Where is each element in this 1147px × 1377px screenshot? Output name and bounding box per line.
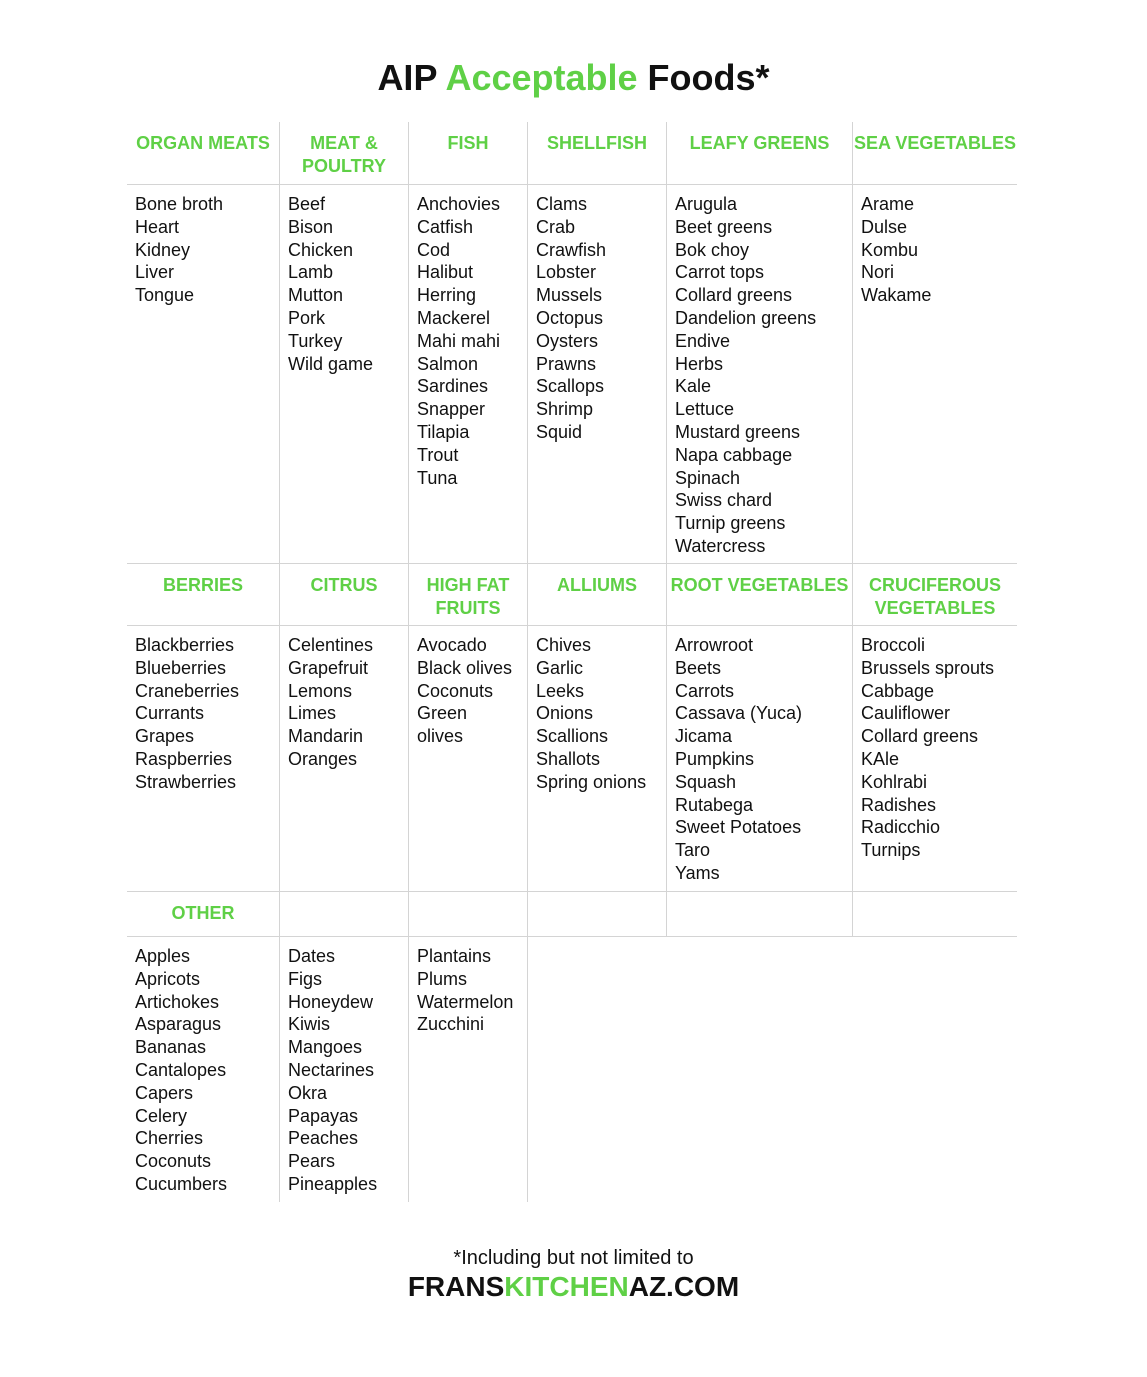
header-berries: BERRIES	[127, 564, 280, 625]
food-item: Mangoes	[288, 1037, 363, 1058]
food-item: Octopus	[536, 307, 604, 328]
section1-header-row	[127, 122, 1017, 185]
food-item: Beef	[288, 194, 326, 214]
site-part-kitchen: KITCHEN	[504, 1271, 629, 1302]
header-other: OTHER	[127, 892, 280, 936]
list-root-vegetables	[667, 626, 853, 891]
food-item: Apricots	[135, 968, 201, 989]
header-fish: FISH	[409, 122, 528, 184]
food-item: Mutton	[288, 285, 344, 306]
food-item: Leeks	[536, 680, 585, 701]
food-item: Halibut	[417, 262, 474, 283]
food-item: Rutabega	[675, 794, 754, 815]
list-fish	[409, 185, 528, 563]
food-item: Turkey	[288, 330, 343, 351]
food-item: Cucumbers	[135, 1173, 228, 1194]
food-item: Mackerel	[417, 307, 491, 328]
food-item: Bok choy	[675, 239, 750, 260]
food-item: Brussels sprouts	[861, 657, 995, 678]
food-item: Spinach	[675, 467, 741, 488]
food-item: Okra	[288, 1082, 328, 1103]
list-other-3	[409, 937, 528, 1202]
section3-header-row	[127, 892, 1017, 937]
food-item: Honeydew	[288, 991, 374, 1012]
food-item: KAle	[861, 748, 900, 769]
food-item: Beets	[675, 657, 722, 678]
food-item: Herring	[417, 285, 477, 306]
food-item: Watermelon	[417, 991, 514, 1012]
site-part-az: AZ.COM	[628, 1271, 740, 1302]
food-item: Heart	[135, 216, 180, 237]
food-item: Pork	[288, 307, 326, 328]
food-item: Tongue	[135, 285, 195, 306]
food-item: Papayas	[288, 1105, 359, 1126]
food-item: Radicchio	[861, 817, 941, 838]
header-empty	[853, 892, 1017, 936]
food-item: Oysters	[536, 330, 599, 351]
header-empty	[409, 892, 528, 936]
food-item: Avocado	[417, 635, 487, 655]
food-item: Taro	[675, 840, 711, 861]
food-item: Wakame	[861, 285, 932, 306]
food-item: Radishes	[861, 794, 937, 815]
food-item: Swiss chard	[675, 490, 773, 511]
food-item: Spring onions	[536, 771, 647, 792]
food-item: Artichokes	[135, 991, 220, 1012]
food-item: Pears	[288, 1151, 336, 1172]
header-empty	[528, 892, 667, 936]
list-sea-vegetables	[853, 185, 1017, 563]
food-item: Chicken	[288, 239, 354, 260]
food-item: Sweet Potatoes	[675, 817, 802, 838]
footnote: *Including but not limited to	[453, 1247, 694, 1269]
food-item: Cabbage	[861, 680, 935, 701]
food-item: Kohlrabi	[861, 771, 928, 792]
food-item: Lemons	[288, 680, 353, 701]
list-cruciferous-vegetables	[853, 626, 1017, 891]
food-item: Salmon	[417, 353, 479, 374]
food-item: Collard greens	[675, 285, 793, 306]
food-item: Celentines	[288, 635, 374, 655]
food-item: Crab	[536, 216, 576, 237]
food-item: Pumpkins	[675, 748, 755, 769]
food-item: Bone broth	[135, 194, 224, 214]
title-part-acceptable: Acceptable	[445, 57, 638, 98]
header-empty	[667, 892, 853, 936]
title-part-foods: Foods*	[637, 57, 770, 98]
list-meat-poultry	[280, 185, 409, 563]
food-item: Napa cabbage	[675, 444, 793, 465]
food-item: Scallions	[536, 726, 609, 747]
header-leafy-greens: LEAFY GREENS	[667, 122, 853, 184]
food-item: Watercress	[675, 535, 766, 556]
food-item: Mandarin	[288, 726, 364, 747]
header-citrus: CITRUS	[280, 564, 409, 625]
food-item: Limes	[288, 703, 337, 724]
list-citrus	[280, 626, 409, 891]
food-item: Bison	[288, 216, 334, 237]
empty-cell	[528, 937, 667, 1202]
food-item: Squid	[536, 421, 583, 442]
list-organ-meats	[127, 185, 280, 563]
food-item: Kiwis	[288, 1014, 331, 1035]
food-item: Currants	[135, 703, 205, 724]
website-url	[0, 1271, 1147, 1303]
food-item: Cantalopes	[135, 1059, 227, 1080]
food-item: Lettuce	[675, 399, 735, 420]
food-item: Crawfish	[536, 239, 607, 260]
header-sea-vegetables: SEA VEGETABLES	[853, 133, 1017, 153]
food-item: Craneberries	[135, 680, 240, 701]
food-item: Plantains	[417, 946, 492, 966]
food-item: Prawns	[536, 353, 597, 374]
food-item: Tuna	[417, 467, 458, 488]
list-other-1	[127, 937, 280, 1202]
food-item: Tilapia	[417, 421, 470, 442]
header-meat-poultry: MEAT & POULTRY	[280, 122, 409, 184]
food-item: Collard greens	[861, 726, 979, 747]
food-item: Kidney	[135, 239, 191, 260]
list-alliums	[528, 626, 667, 891]
food-item: Carrots	[675, 680, 735, 701]
food-item: Beet greens	[675, 216, 773, 237]
food-item: Wild game	[288, 353, 374, 374]
food-item: Capers	[135, 1082, 194, 1103]
food-item: Figs	[288, 968, 323, 989]
food-item: Squash	[675, 771, 737, 792]
page-title	[0, 57, 1147, 99]
food-item: Blueberries	[135, 657, 227, 678]
food-item: Lobster	[536, 262, 597, 283]
food-item: Catfish	[417, 216, 474, 237]
food-item: Dates	[288, 946, 336, 966]
food-item: Clams	[536, 194, 588, 214]
food-item: Oranges	[288, 748, 358, 769]
header-root-vegetables: ROOT VEGETABLES	[667, 564, 853, 625]
food-item: Liver	[135, 262, 175, 283]
food-item: Pineapples	[288, 1173, 378, 1194]
header-alliums: ALLIUMS	[528, 564, 667, 625]
food-item: Raspberries	[135, 748, 233, 769]
food-item: Mahi mahi	[417, 330, 501, 351]
food-item: Black olives	[417, 657, 513, 678]
food-table	[127, 122, 1017, 1202]
food-item: Bananas	[135, 1037, 207, 1058]
food-item: Anchovies	[417, 194, 501, 214]
food-item: Zucchini	[417, 1014, 485, 1035]
list-berries	[127, 626, 280, 891]
food-item: Snapper	[417, 399, 486, 420]
food-item: Cauliflower	[861, 703, 951, 724]
food-item: Broccoli	[861, 635, 926, 655]
food-item: Arrowroot	[675, 635, 754, 655]
food-item: Cod	[417, 239, 451, 260]
food-item: Onions	[536, 703, 594, 724]
food-item: Garlic	[536, 657, 584, 678]
list-leafy-greens	[667, 185, 853, 563]
food-item: Nori	[861, 262, 895, 283]
list-shellfish	[528, 185, 667, 563]
food-item: Carrot tops	[675, 262, 765, 283]
food-item: Grapefruit	[288, 657, 369, 678]
food-item: Chives	[536, 635, 592, 655]
food-item: Mussels	[536, 285, 603, 306]
site-part-frans: FRANS	[407, 1271, 505, 1302]
section2-body-row	[127, 626, 1017, 892]
food-item: Shrimp	[536, 399, 594, 420]
food-item: Lamb	[288, 262, 334, 283]
food-item: Cassava (Yuca)	[675, 703, 803, 724]
food-item: Shallots	[536, 748, 601, 769]
food-item: Coconuts	[135, 1151, 212, 1172]
food-item: Jicama	[675, 726, 733, 747]
food-item: Apples	[135, 946, 191, 966]
food-item: Dandelion greens	[675, 307, 817, 328]
food-item: Green	[417, 703, 468, 724]
food-item: Kombu	[861, 239, 919, 260]
food-item: Scallops	[536, 376, 605, 397]
list-high-fat-fruits	[409, 626, 528, 891]
food-item: olives	[417, 726, 464, 747]
header-high-fat-fruits: HIGH FAT FRUITS	[409, 564, 528, 625]
food-item: Blackberries	[135, 635, 235, 655]
food-item: Sardines	[417, 376, 489, 397]
food-item: Turnip greens	[675, 513, 786, 534]
food-item: Coconuts	[417, 680, 494, 701]
food-item: Dulse	[861, 216, 908, 237]
food-item: Endive	[675, 330, 731, 351]
header-cruciferous-vegetables: CRUCIFEROUS VEGETABLES	[868, 575, 1001, 618]
food-item: Trout	[417, 444, 459, 465]
header-shellfish: SHELLFISH	[528, 122, 667, 184]
header-empty	[280, 892, 409, 936]
header-organ-meats: ORGAN MEATS	[127, 122, 280, 184]
section3-body-row	[127, 937, 1017, 1202]
food-item: Turnips	[861, 840, 921, 861]
food-item: Celery	[135, 1105, 188, 1126]
food-item: Strawberries	[135, 771, 237, 792]
food-item: Asparagus	[135, 1014, 222, 1035]
section1-body-row	[127, 185, 1017, 564]
food-item: Arame	[861, 194, 915, 214]
food-item: Plums	[417, 968, 468, 989]
food-item: Cherries	[135, 1128, 204, 1149]
food-item: Nectarines	[288, 1059, 375, 1080]
food-item: Arugula	[675, 194, 738, 214]
section2-header-row	[127, 564, 1017, 626]
food-item: Herbs	[675, 353, 724, 374]
food-item: Yams	[675, 862, 720, 883]
title-part-aip: AIP	[377, 57, 446, 98]
list-other-2	[280, 937, 409, 1202]
food-item: Kale	[675, 376, 712, 397]
food-item: Grapes	[135, 726, 195, 747]
food-item: Mustard greens	[675, 421, 801, 442]
food-item: Peaches	[288, 1128, 359, 1149]
